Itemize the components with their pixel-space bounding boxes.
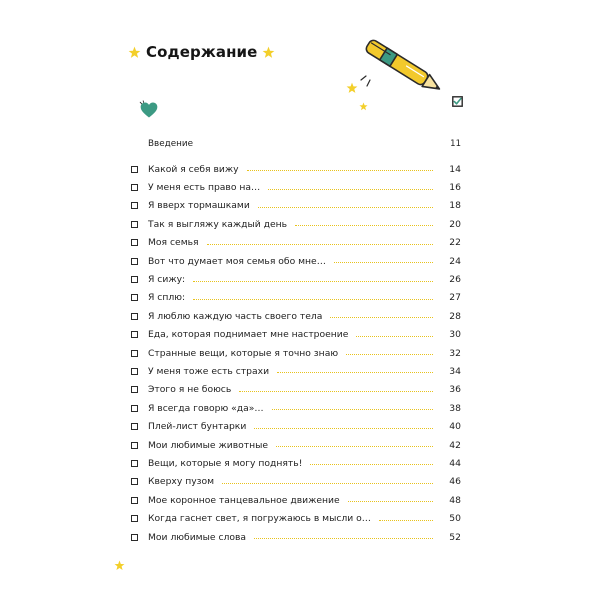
toc-checkbox[interactable]: [131, 534, 138, 541]
dotted-leader: [348, 501, 433, 502]
toc-item-page: 22: [449, 237, 461, 249]
star-icon: [359, 102, 368, 111]
dotted-leader: [247, 170, 433, 171]
toc-item-page: 52: [449, 531, 461, 543]
dotted-leader: [276, 446, 433, 447]
dotted-leader: [310, 464, 433, 465]
toc-item-label: Мои любимые слова: [148, 531, 247, 543]
dotted-leader: [258, 207, 433, 208]
toc-item-label: Этого я не боюсь: [148, 384, 232, 396]
toc-item: [131, 381, 461, 399]
table-of-contents: [131, 134, 461, 546]
toc-item: [131, 178, 461, 196]
toc-checkbox[interactable]: [131, 239, 138, 246]
toc-item: [131, 326, 461, 344]
toc-item-page: 30: [449, 329, 461, 341]
toc-item-label: Введение: [148, 139, 194, 149]
toc-item: [131, 528, 461, 546]
toc-item-label: Моя семья: [148, 237, 199, 249]
toc-item-label: Я сплю:: [148, 292, 186, 304]
dotted-leader: [268, 189, 433, 190]
toc-checkbox[interactable]: [131, 184, 138, 191]
toc-item-label: Так я выгляжу каждый день: [148, 218, 288, 230]
toc-item-page: 42: [449, 439, 461, 451]
toc-checkbox[interactable]: [131, 460, 138, 467]
toc-item-page: 44: [449, 457, 461, 469]
toc-checkbox[interactable]: [131, 442, 138, 449]
toc-item-page: 40: [449, 421, 461, 433]
toc-item-label: Странные вещи, которые я точно знаю: [148, 347, 339, 359]
toc-item: [131, 509, 461, 527]
toc-item: [131, 417, 461, 435]
toc-item: [131, 307, 461, 325]
star-icon: [262, 46, 275, 59]
toc-item-page: 32: [449, 347, 461, 359]
toc-item: [131, 344, 461, 362]
title-row: [128, 43, 275, 61]
dotted-leader: [330, 317, 433, 318]
toc-item-label: Какой я себя вижу: [148, 163, 239, 175]
dotted-leader: [346, 354, 433, 355]
toc-item-label: У меня есть право на…: [148, 182, 261, 194]
toc-intro: [131, 134, 461, 154]
toc-checkbox[interactable]: [131, 386, 138, 393]
dotted-leader: [272, 409, 433, 410]
toc-item: [131, 473, 461, 491]
toc-checkbox[interactable]: [131, 221, 138, 228]
toc-item-label: Когда гаснет свет, я погружаюсь в мысли о…: [148, 513, 371, 525]
star-icon: [114, 560, 125, 571]
toc-item-label: Я всегда говорю «да»…: [148, 402, 264, 414]
toc-item-page: 18: [449, 200, 461, 212]
toc-checkbox[interactable]: [131, 478, 138, 485]
toc-item-label: Еда, которая поднимает мне настроение: [148, 329, 349, 341]
toc-item-page: 24: [449, 255, 461, 267]
toc-item: [131, 362, 461, 380]
heart-icon: [139, 100, 159, 120]
toc-item: [131, 270, 461, 288]
toc-item-page: 38: [449, 402, 461, 414]
toc-item-label: Я сижу:: [148, 274, 186, 286]
toc-item-page: 11: [450, 139, 461, 149]
toc-item-page: 27: [449, 292, 461, 304]
toc-item-page: 48: [449, 494, 461, 506]
toc-item: [131, 252, 461, 270]
toc-item: [131, 289, 461, 307]
dotted-leader: [207, 244, 433, 245]
toc-item: [131, 234, 461, 252]
toc-checkbox[interactable]: [131, 515, 138, 522]
page-title: Содержание: [146, 43, 258, 61]
toc-item-page: 20: [449, 218, 461, 230]
toc-checkbox[interactable]: [131, 331, 138, 338]
toc-checkbox[interactable]: [131, 368, 138, 375]
toc-item-label: Мои любимые животные: [148, 439, 268, 451]
checkbox-checked-icon: [452, 96, 463, 107]
toc-checkbox[interactable]: [131, 350, 138, 357]
toc-item: [131, 160, 461, 178]
toc-item-page: 46: [449, 476, 461, 488]
toc-checkbox[interactable]: [131, 258, 138, 265]
toc-checkbox[interactable]: [131, 497, 138, 504]
toc-item-label: Я люблю каждую часть своего тела: [148, 310, 323, 322]
toc-item-label: Кверху пузом: [148, 476, 215, 488]
dotted-leader: [193, 299, 433, 300]
toc-checkbox[interactable]: [131, 313, 138, 320]
toc-item: [131, 454, 461, 472]
toc-checkbox[interactable]: [131, 202, 138, 209]
toc-item: [131, 215, 461, 233]
toc-item-label: Мое коронное танцевальное движение: [148, 494, 340, 506]
toc-item-label: Вот что думает моя семья обо мне…: [148, 255, 326, 267]
dotted-leader: [379, 520, 433, 521]
toc-item-page: 26: [449, 274, 461, 286]
star-icon: [346, 82, 358, 94]
toc-checkbox[interactable]: [131, 294, 138, 301]
toc-item-label: Плей-лист бунтарки: [148, 421, 247, 433]
toc-checkbox[interactable]: [131, 423, 138, 430]
toc-item-page: 16: [449, 182, 461, 194]
toc-item-page: 36: [449, 384, 461, 396]
star-icon: [128, 46, 141, 59]
toc-checkbox[interactable]: [131, 405, 138, 412]
toc-item-label: Я вверх тормашками: [148, 200, 250, 212]
toc-item: [131, 436, 461, 454]
toc-item-label: Вещи, которые я могу поднять!: [148, 457, 303, 469]
dotted-leader: [222, 483, 433, 484]
toc-item: [131, 197, 461, 215]
dotted-leader: [334, 262, 433, 263]
toc-item-page: 34: [449, 365, 461, 377]
toc-item-page: 50: [449, 513, 461, 525]
dotted-leader: [239, 391, 433, 392]
dotted-leader: [254, 538, 433, 539]
toc-checkbox[interactable]: [131, 276, 138, 283]
toc-item-page: 14: [449, 163, 461, 175]
dotted-leader: [356, 336, 433, 337]
toc-item-page: 28: [449, 310, 461, 322]
toc-item: [131, 491, 461, 509]
toc-item-label: У меня тоже есть страхи: [148, 365, 270, 377]
toc-checkbox[interactable]: [131, 166, 138, 173]
toc-item: [131, 399, 461, 417]
dotted-leader: [193, 281, 433, 282]
dotted-leader: [254, 428, 433, 429]
dotted-leader: [295, 225, 433, 226]
dotted-leader: [277, 372, 433, 373]
